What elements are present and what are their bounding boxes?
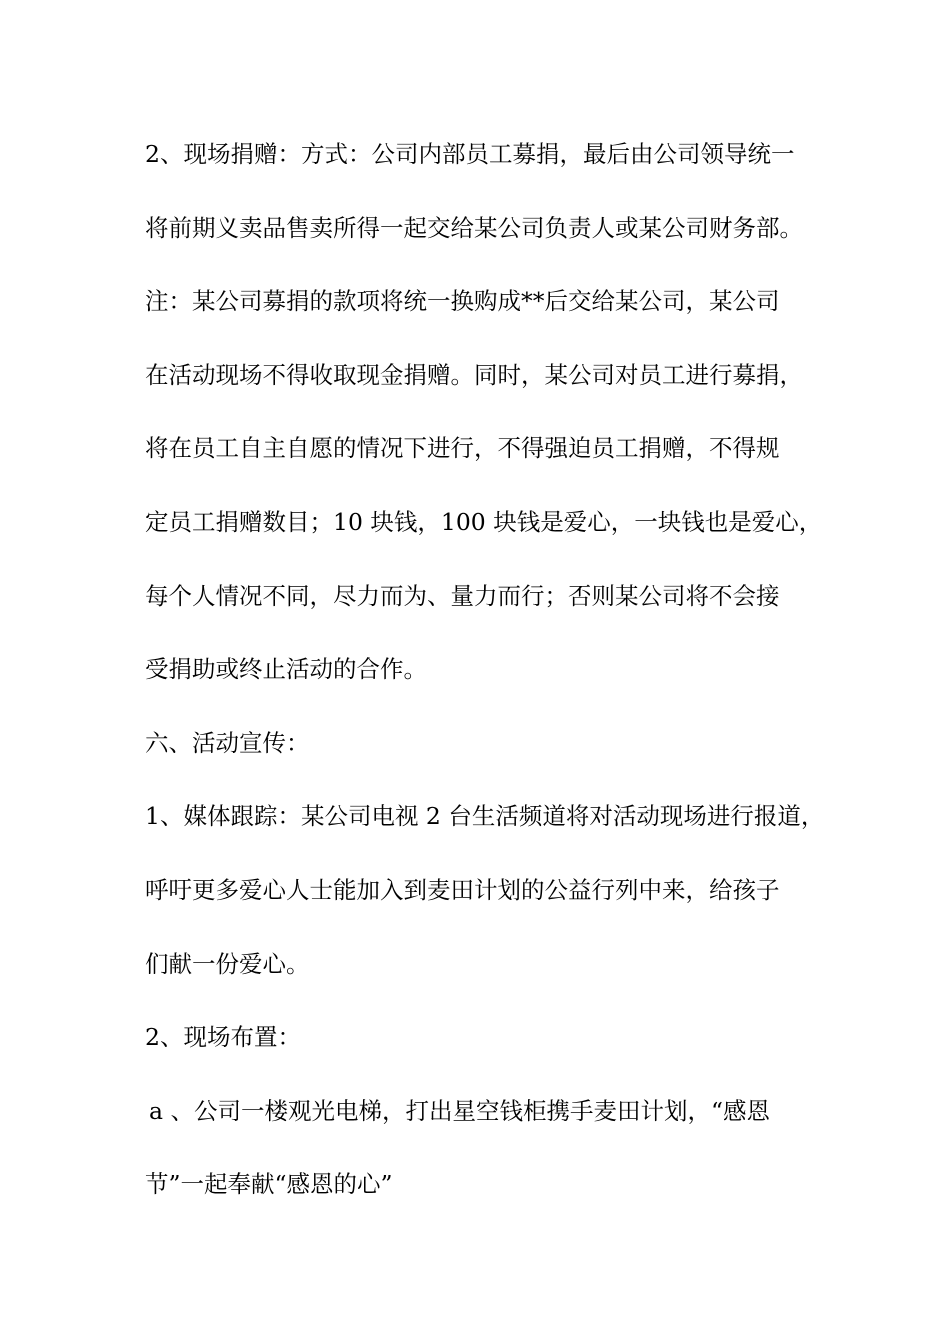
paragraph-line: 受捐助或终止活动的合作。 [145,655,427,684]
paragraph-line: 每个人情况不同，尽力而为、量力而行；否则某公司将不会接 [145,581,780,610]
paragraph-line: 在活动现场不得收取现金捐赠。同时，某公司对员工进行募捐， [145,360,803,389]
document-body [145,129,835,1233]
paragraph-line: 将在员工自主自愿的情况下进行，不得强迫员工捐赠，不得规 [145,434,780,463]
subsection-heading: 2、现场布置： [145,1023,301,1052]
paragraph-line: 呼吁更多爱心人士能加入到麦田计划的公益行列中来，给孩子 [145,875,780,904]
paragraph-line: 注：某公司募捐的款项将统一换购成**后交给某公司，某公司 [145,287,780,316]
paragraph-line: 定员工捐赠数目；10 块钱，100 块钱是爱心，一块钱也是爱心， [145,507,823,536]
paragraph-line: a 、公司一楼观光电梯，打出星空钱柜携手麦田计划，“感恩 [149,1096,770,1125]
paragraph-line: 1、媒体跟踪：某公司电视 2 台生活频道将对活动现场进行报道， [145,802,825,831]
paragraph-line: 节”一起奉献“感恩的心” [145,1170,393,1199]
paragraph-line: 将前期义卖品售卖所得一起交给某公司负责人或某公司财务部。 [145,213,803,242]
section-heading: 六、活动宣传： [145,728,310,757]
paragraph-line: 们献一份爱心。 [145,949,310,978]
paragraph-line: 2、现场捐赠：方式：公司内部员工募捐，最后由公司领导统一 [145,140,795,168]
